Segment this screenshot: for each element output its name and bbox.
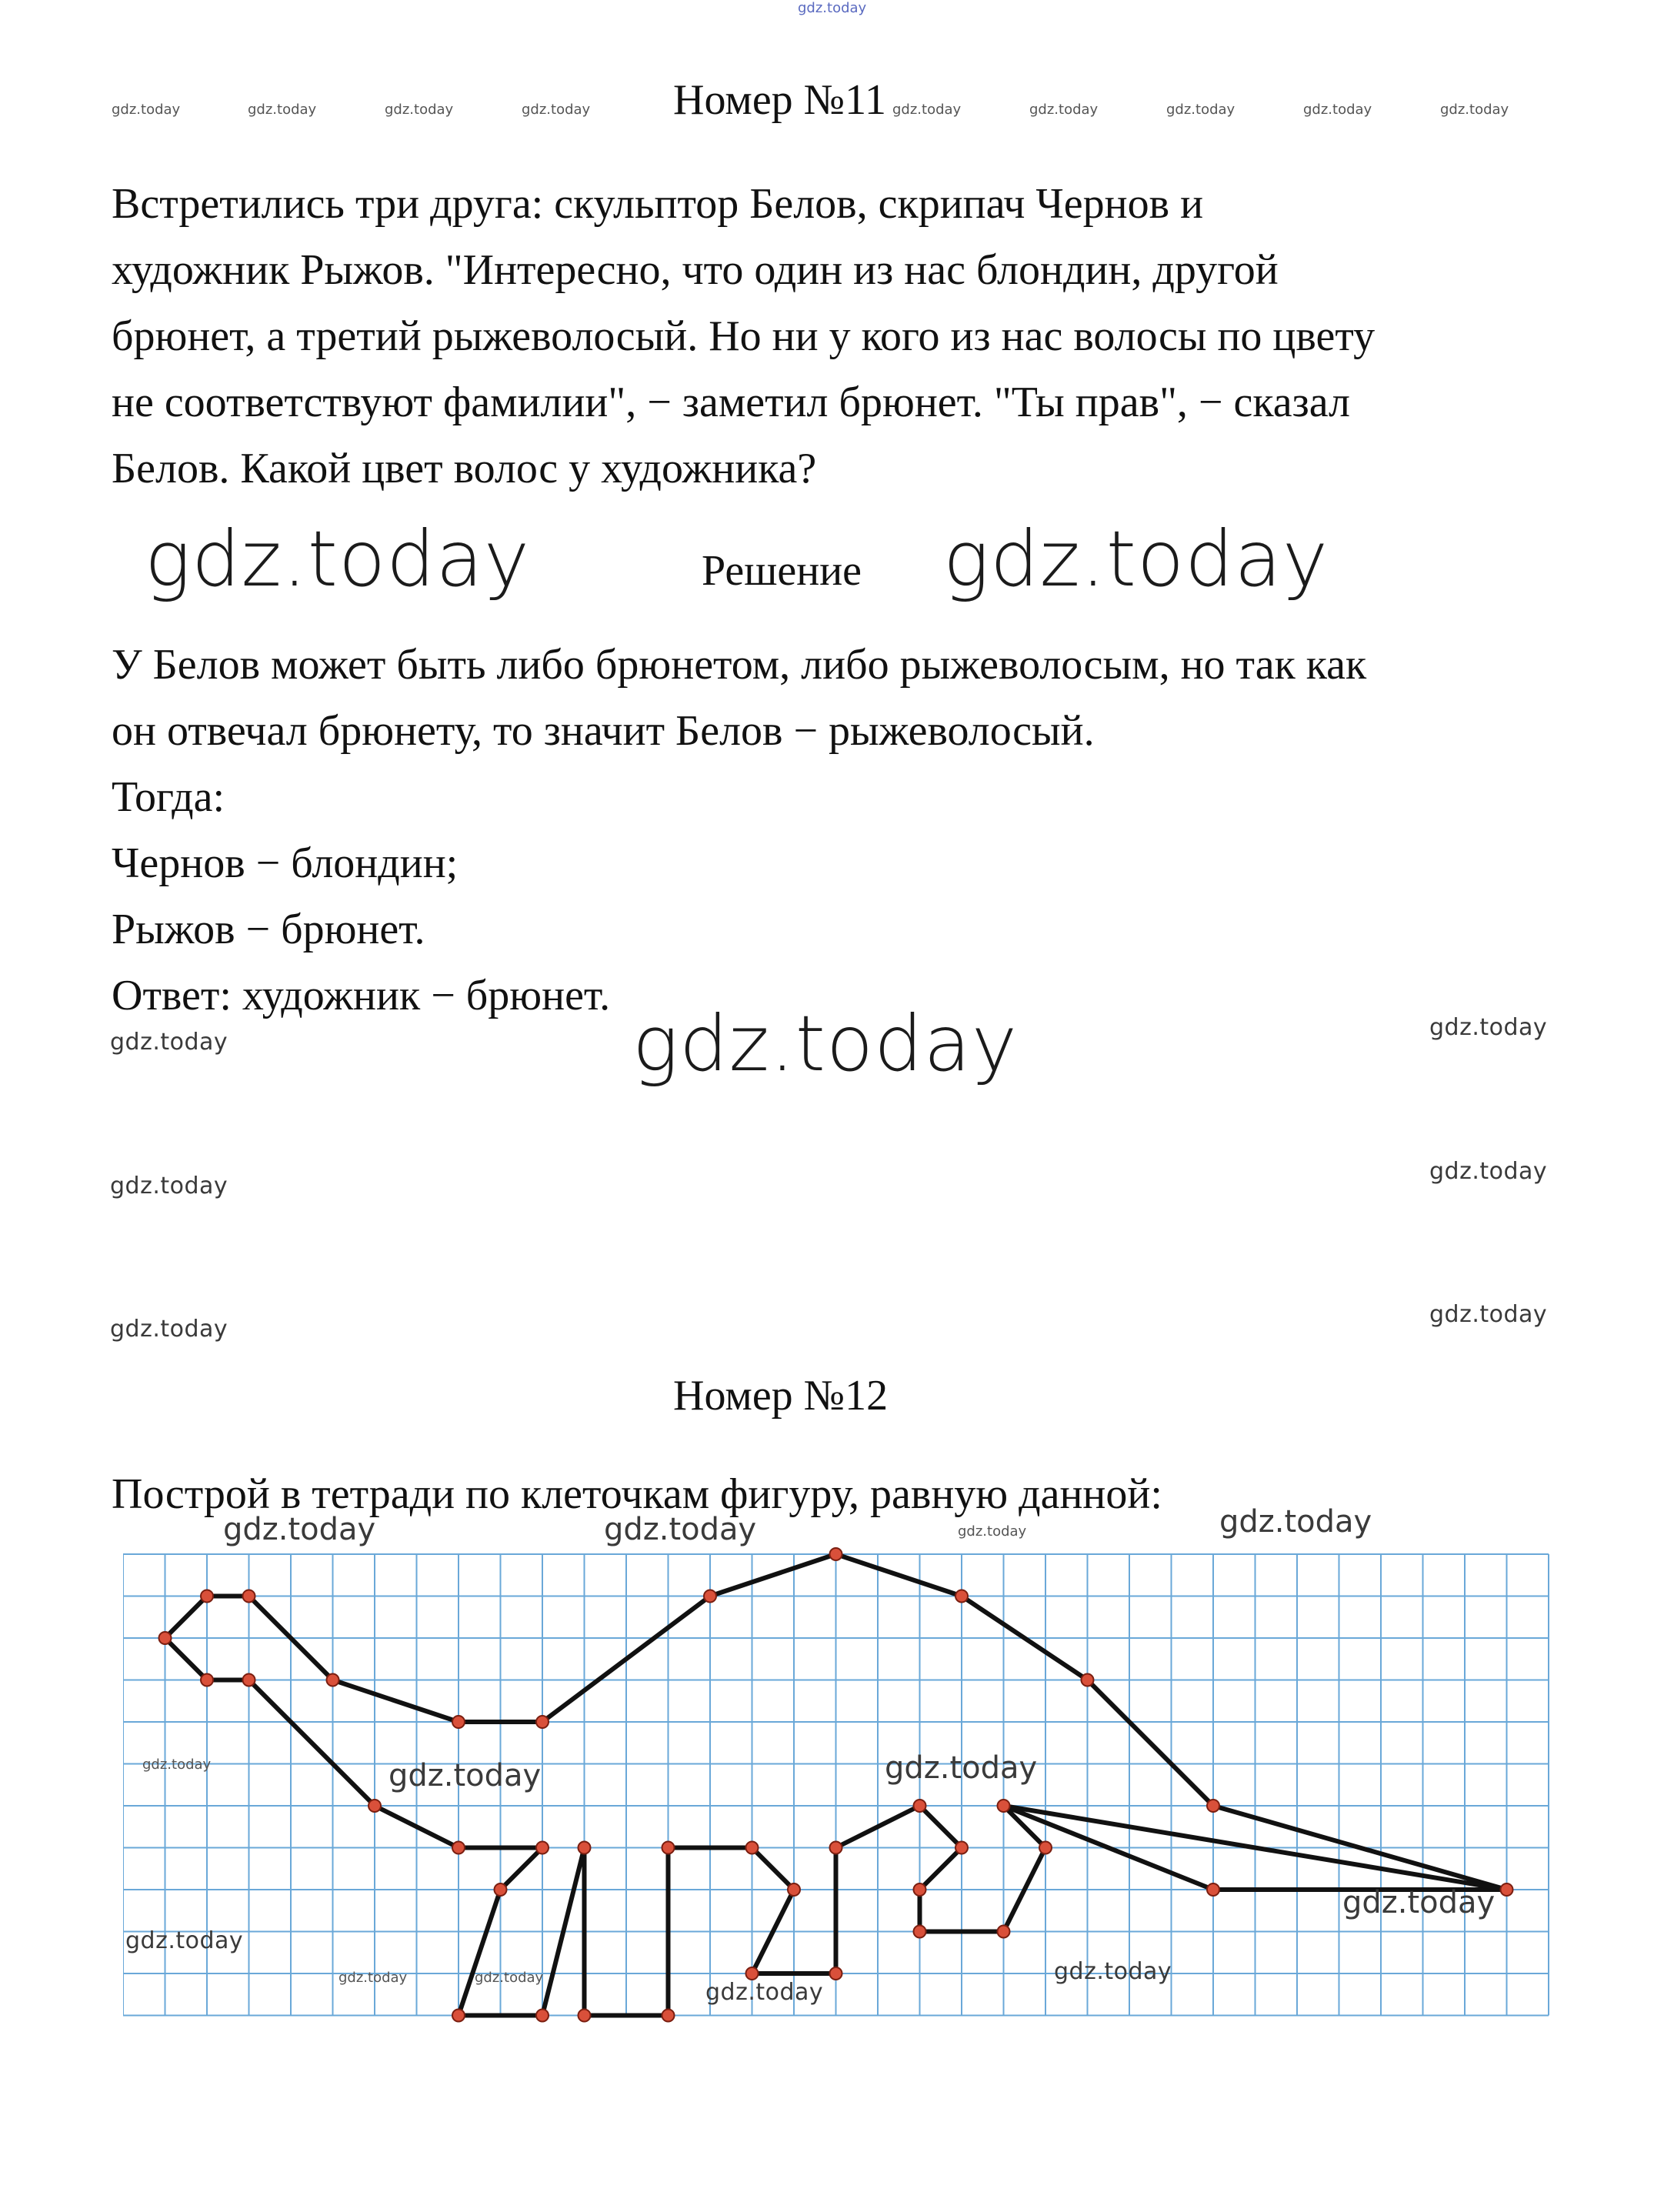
- grid-svg: [123, 1546, 1556, 2023]
- figure-segment: [459, 1890, 501, 2016]
- watermark: gdz.today: [385, 102, 454, 118]
- figure-vertex: [201, 1590, 213, 1603]
- watermark: gdz.today: [885, 1750, 1038, 1786]
- watermark-large: gdz.today: [632, 999, 1019, 1089]
- watermark: gdz.today: [110, 1173, 228, 1199]
- watermark: gdz.today: [604, 1512, 757, 1547]
- solution-line: Рыжов − брюнет.: [112, 906, 425, 953]
- figure-vertex: [327, 1674, 339, 1687]
- grid-figure: [123, 1546, 1556, 2023]
- figure-vertex: [914, 1800, 926, 1812]
- figure-vertex: [955, 1590, 968, 1603]
- figure-segment: [1088, 1680, 1214, 1807]
- solution-line: Тогда:: [112, 773, 225, 821]
- figure-vertex: [452, 1842, 465, 1854]
- watermark: gdz.today: [1429, 1014, 1548, 1041]
- figure-vertex: [662, 1842, 675, 1854]
- problem-12-title: Номер №12: [673, 1372, 889, 1420]
- figure-segment: [333, 1680, 459, 1723]
- figure-segment: [920, 1848, 962, 1890]
- watermark-large: gdz.today: [943, 514, 1329, 604]
- figure-vertex: [579, 1842, 591, 1854]
- watermark: gdz.today: [388, 1758, 542, 1793]
- watermark: gdz.today: [248, 102, 317, 118]
- figure-vertex: [955, 1842, 968, 1854]
- figure-segment: [501, 1848, 543, 1890]
- figure-vertex: [830, 1967, 842, 1980]
- figure-vertex: [1207, 1800, 1219, 1812]
- figure-segment: [752, 1848, 795, 1890]
- figure-vertex: [788, 1883, 800, 1896]
- figure-vertex: [662, 2010, 675, 2022]
- figure-segment: [165, 1638, 208, 1680]
- watermark: gdz.today: [1303, 102, 1372, 118]
- figure-segment: [710, 1554, 836, 1596]
- figure-vertex: [830, 1548, 842, 1560]
- figure-vertex: [746, 1842, 759, 1854]
- watermark: gdz.today: [1429, 1158, 1548, 1185]
- figure-vertex: [201, 1674, 213, 1687]
- figure-segment: [836, 1554, 962, 1596]
- watermark: gdz.today: [522, 102, 591, 118]
- figure-vertex: [159, 1632, 172, 1644]
- figure-segment: [165, 1596, 208, 1639]
- solution-line: У Белов может быть либо брюнетом, либо рыжеволосым, но так как: [112, 641, 1367, 689]
- figure-vertex: [452, 2010, 465, 2022]
- figure-vertex: [1207, 1883, 1219, 1896]
- problem-11-title: Номер №11: [673, 76, 887, 124]
- solution-heading: Решение: [702, 547, 862, 595]
- watermark: gdz.today: [142, 1757, 212, 1773]
- figure-vertex: [495, 1883, 507, 1896]
- watermark: gdz.today: [1029, 102, 1099, 118]
- text-line: художник Рыжов. "Интересно, что один из нас блондин, другой: [112, 246, 1279, 294]
- figure-vertex: [579, 2010, 591, 2022]
- watermark: gdz.today: [1166, 102, 1235, 118]
- text-line: не соответствуют фамилии", − заметил брюнет. "Ты прав", − сказал: [112, 379, 1350, 426]
- figure-vertex: [914, 1926, 926, 1938]
- watermark: gdz.today: [1429, 1301, 1548, 1328]
- watermark: gdz.today: [705, 1979, 824, 2006]
- figure-vertex: [536, 1716, 549, 1728]
- figure-vertex: [1501, 1883, 1513, 1896]
- watermark-large: gdz.today: [145, 514, 531, 604]
- watermark: gdz.today: [338, 1970, 408, 1986]
- figure-vertex: [914, 1883, 926, 1896]
- problem-11-text: [112, 171, 1573, 502]
- watermark: gdz.today: [475, 1970, 544, 1986]
- watermark: gdz.today: [110, 1029, 228, 1056]
- figure-vertex: [1082, 1674, 1094, 1687]
- figure-segment: [249, 1680, 375, 1807]
- figure-vertex: [998, 1926, 1010, 1938]
- figure-segment: [920, 1806, 962, 1848]
- figure-vertex: [368, 1800, 381, 1812]
- figure-vertex: [1039, 1842, 1052, 1854]
- watermark: gdz.today: [1054, 1958, 1172, 1985]
- watermark: gdz.today: [1219, 1504, 1372, 1540]
- answer-line: Ответ: художник − брюнет.: [112, 972, 611, 1019]
- watermark: gdz.today: [223, 1512, 376, 1547]
- figure-vertex: [746, 1967, 759, 1980]
- figure-vertex: [998, 1800, 1010, 1812]
- watermark: gdz.today: [112, 102, 181, 118]
- figure-vertex: [536, 2010, 549, 2022]
- solution-line: он отвечал брюнету, то значит Белов − рыжеволосый.: [112, 707, 1095, 755]
- watermark: gdz.today: [1342, 1885, 1496, 1920]
- figure-vertex: [452, 1716, 465, 1728]
- figure-vertex: [243, 1674, 255, 1687]
- figure-vertex: [536, 1842, 549, 1854]
- problem-12-task: Построй в тетради по клеточкам фигуру, равную данной:: [112, 1470, 1162, 1518]
- figure-vertex: [830, 1842, 842, 1854]
- figure-vertex: [704, 1590, 716, 1603]
- text-line: брюнет, а третий рыжеволосый. Но ни у кого из нас волосы по цвету: [112, 312, 1376, 360]
- solution-line: Чернов − блондин;: [112, 839, 459, 887]
- watermark: gdz.today: [892, 102, 962, 118]
- watermark: gdz.today: [110, 1316, 228, 1343]
- watermark: gdz.today: [125, 1927, 244, 1954]
- watermark: gdz.today: [958, 1523, 1027, 1540]
- text-line: Встретились три друга: скульптор Белов, скрипач Чернов и: [112, 180, 1204, 228]
- watermark-top: gdz.today: [798, 0, 867, 16]
- text-line: Белов. Какой цвет волос у художника?: [112, 445, 817, 492]
- figure-vertex: [243, 1590, 255, 1603]
- watermark: gdz.today: [1440, 102, 1509, 118]
